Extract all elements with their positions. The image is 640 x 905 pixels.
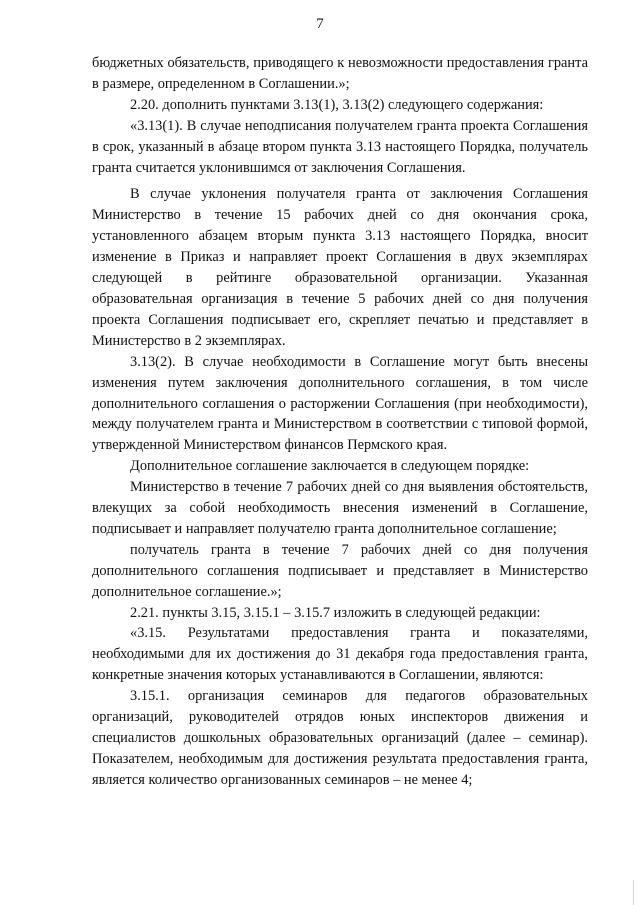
paragraph-evasion: В случае уклонения получателя гранта от заключения Соглашения Министерство в течение 15 рабочих дней со дня окончания срока, установленного абзацем вторым пункта 3.13 настоящего Порядка, вносит изменение в Приказ и направляет проект Соглашения в двух экземплярах следующей в рейтинге образовательной организации. Указанная образовательная организация в течение 5 рабочих дней со дня получения проекта Соглашения подписывает его, скрепляет печатью и представляет в Министерство в 2 экземплярах.	[92, 186, 588, 349]
scan-edge-mark	[633, 880, 640, 905]
page-number: 7	[316, 16, 324, 32]
paragraph-item-2-21: 2.21. пункты 3.15, 3.15.1 – 3.15.7 изложить в следующей редакции:	[130, 604, 541, 621]
paragraph-procedure: Дополнительное соглашение заключается в следующем порядке:	[130, 458, 530, 475]
paragraph-ministry-duty: Министерство в течение 7 рабочих дней со дня выявления обстоятельств, влекущих за собой необходимость внесения изменений в Соглашение, подписывает и направляет получателю гранта дополнительное соглашение;	[92, 479, 588, 537]
paragraph-item-2-20: 2.20. дополнить пунктами 3.13(1), 3.13(2) следующего содержания:	[130, 96, 544, 113]
paragraph-recipient-duty: получатель гранта в течение 7 рабочих дней со дня получения дополнительного соглашения подписывает и представляет в Министерство дополнительное соглашение.»;	[92, 541, 588, 600]
paragraph-item-3-15: «3.15. Результатами предоставления гранта и показателями, необходимыми для их достижения до 31 декабря года предоставления гранта, конкретные значения которых устанавливаются в Соглашении, являются:	[92, 625, 588, 684]
paragraph-item-3-13-1: «3.13(1). В случае неподписания получателем гранта проекта Соглашения в срок, указанный в абзаце втором пункта 3.13 настоящего Порядка, получатель гранта считается уклонившимся от заключения Соглашения.	[92, 117, 588, 176]
paragraph-continuation: бюджетных обязательств, приводящего к невозможности предоставления гранта в размере, определенном в Соглашении.»;	[92, 55, 588, 92]
paragraph-item-3-13-2: 3.13(2). В случае необходимости в Соглашение могут быть внесены изменения путем заключения дополнительного соглашения, в том числе дополнительного соглашения о расторжении Соглашения (при необходимости), между получателем гранта и Министерством в соответствии с типовой формой, утвержденной Министерством финансов Пермского края.	[92, 353, 588, 454]
paragraph-item-3-15-1: 3.15.1. организация семинаров для педагогов образовательных организаций, руководителей отрядов юных инспекторов движения и специалистов дошкольных образовательных организаций (далее – семинар). Показателем, необходимым для достижения результата предоставления гранта, является количество организованных семинаров – не менее 4;	[92, 688, 588, 788]
document-body	[92, 53, 588, 791]
